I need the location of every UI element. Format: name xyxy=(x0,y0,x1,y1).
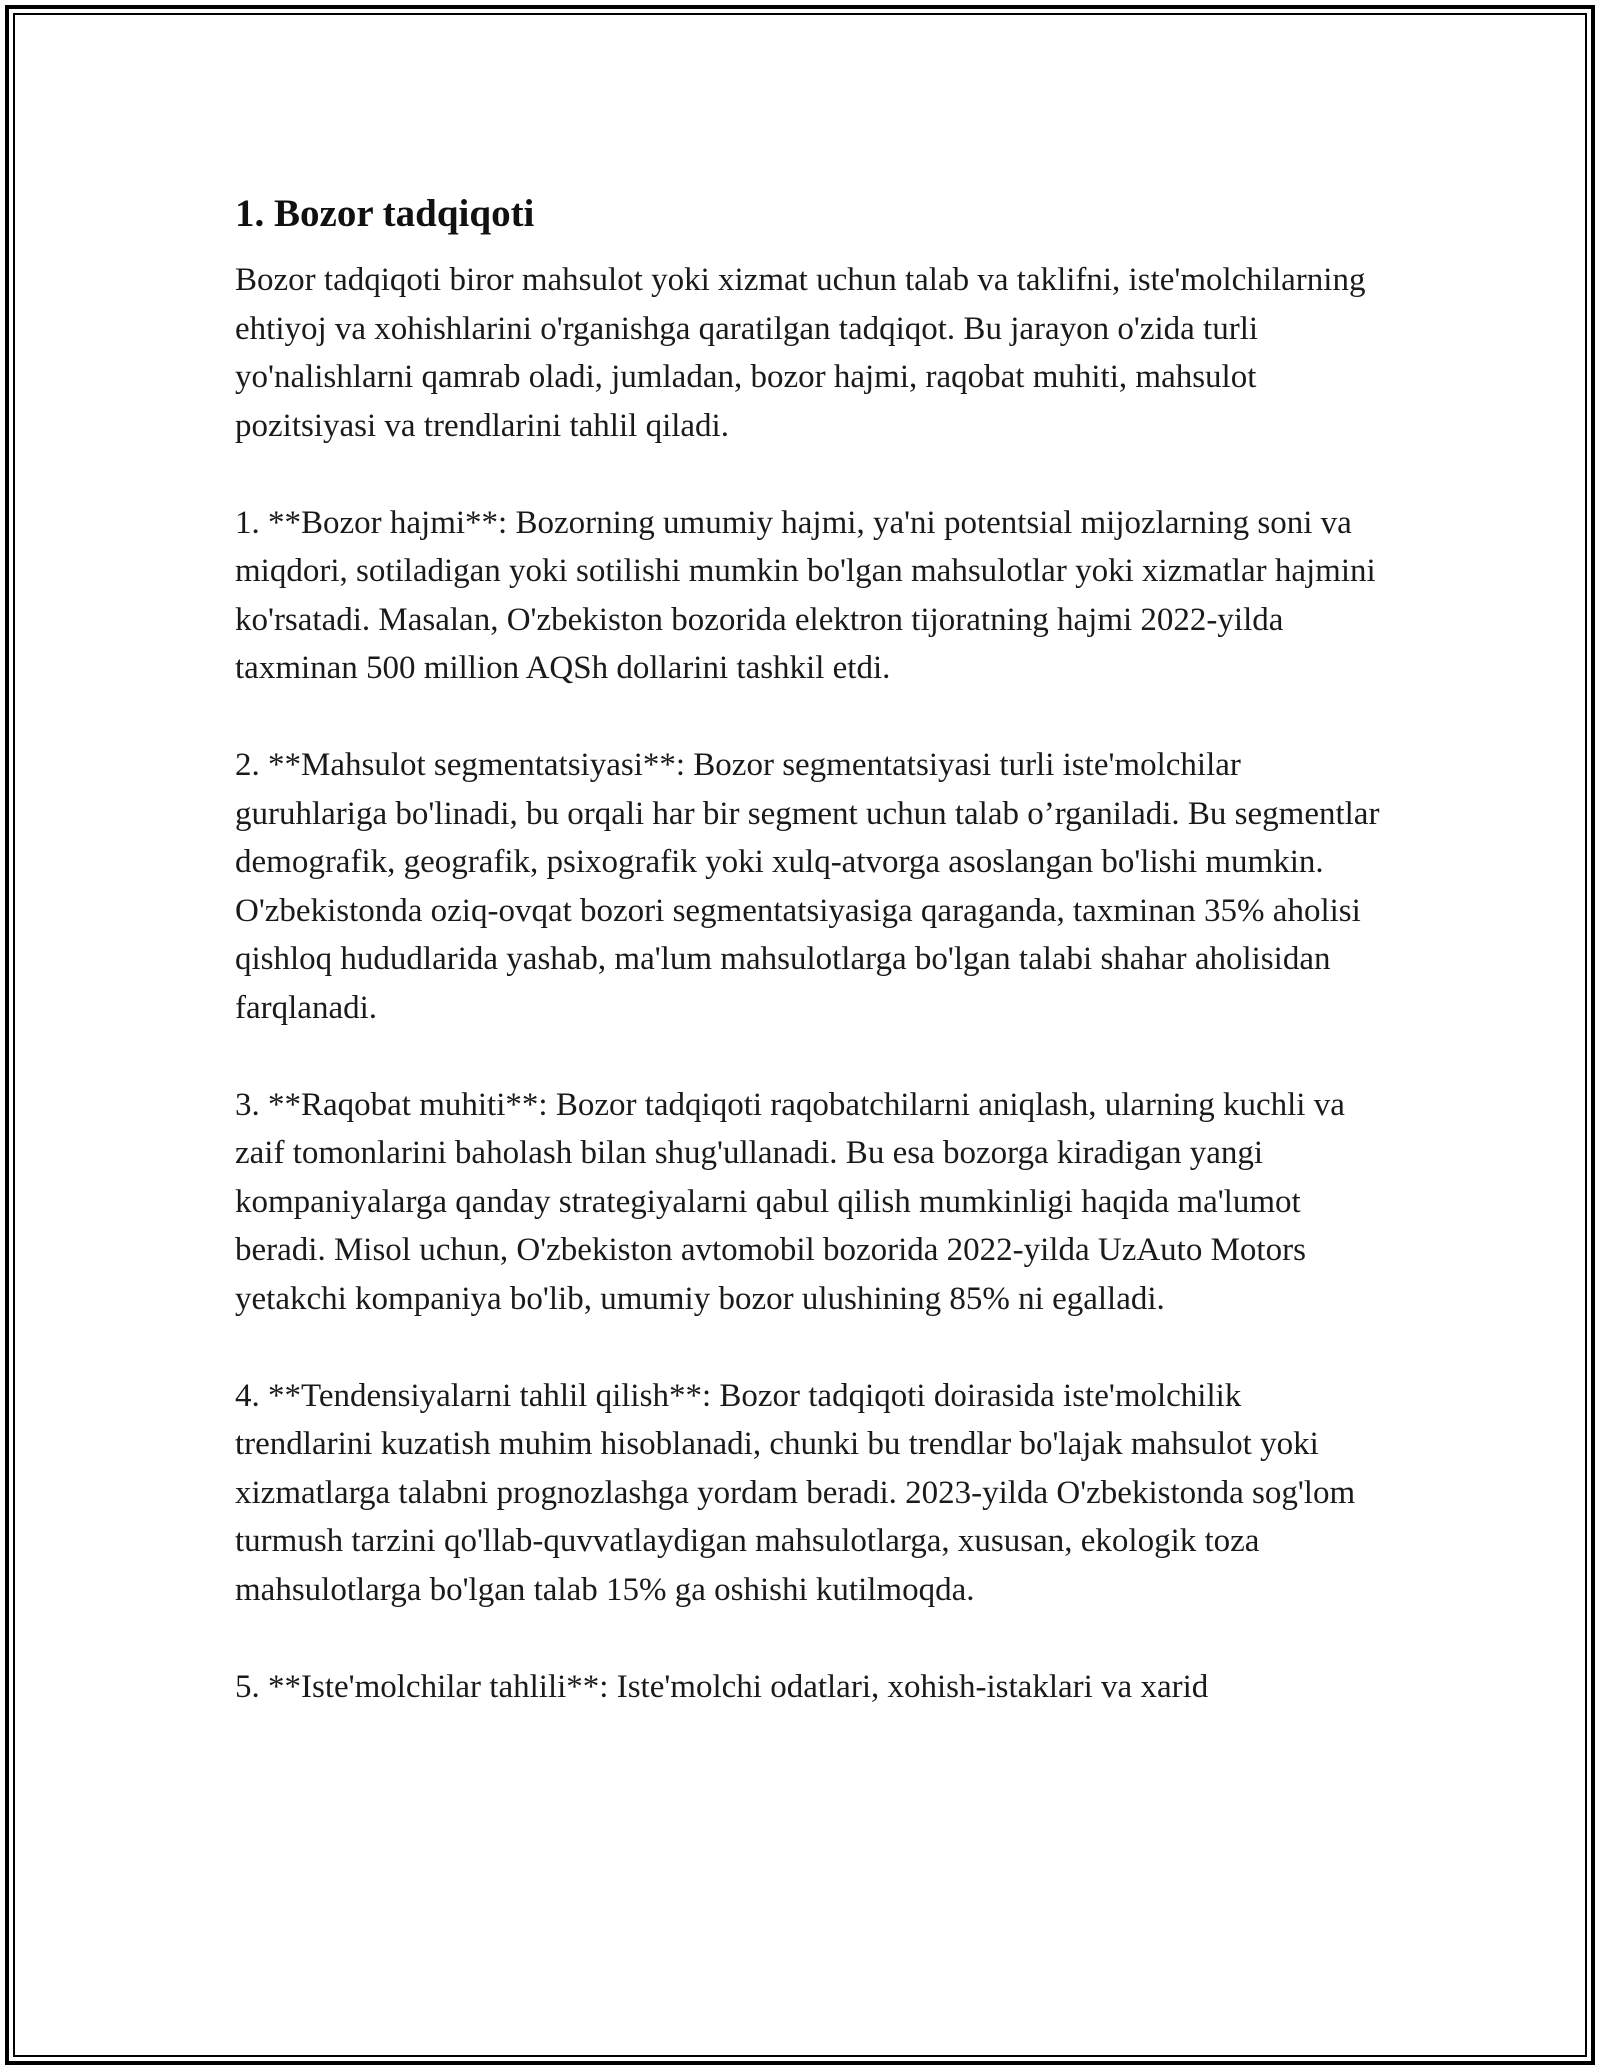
paragraph-bozor-hajmi: 1. **Bozor hajmi**: Bozorning umumiy hajmi, ya'ni potentsial mijozlarning soni va miqdori, sotiladigan yoki sotilishi mumkin bo'lgan mahsulotlar yoki xizmatlar hajmini ko'rsatadi. Masalan, O'zbekiston bozorida elektron tijoratning hajmi 2022-yilda taxminan 500 million AQSh dollarini tashkil etdi. xyxy=(235,504,1376,686)
paragraph-raqobat-muhiti: 3. **Raqobat muhiti**: Bozor tadqiqoti raqobatchilarni aniqlash, ularning kuchli va zaif tomonlarini baholash bilan shug'ullanadi. Bu esa bozorga kiradigan yangi kompaniyalarga qanday strategiyalarni qabul qilish mumkinligi haqida ma'lumot beradi. Misol uchun, O'zbekiston avtomobil bozorida 2022-yilda UzAuto Motors yetakchi kompaniya bo'lib, umumiy bozor ulushining 85% ni egalladi. xyxy=(235,1086,1345,1317)
paragraph-tendensiyalar: 4. **Tendensiyalarni tahlil qilish**: Bozor tadqiqoti doirasida iste'molchilik trendlarini kuzatish muhim hisoblanadi, chunki bu trendlar bo'lajak mahsulot yoki xizmatlarga talabni prognozlashga yordam beradi. 2023-yilda O'zbekistonda sog'lom turmush tarzini qo'llab-quvvatlaydigan mahsulotlarga, xususan, ekologik toza mahsulotlarga bo'lgan talab 15% ga oshishi kutilmoqda. xyxy=(235,1377,1356,1608)
paragraph-mahsulot-segmentatsiyasi: 2. **Mahsulot segmentatsiyasi**: Bozor segmentatsiyasi turli iste'molchilar guruhlariga bo'linadi, bu orqali har bir segment uchun talab o’rganiladi. Bu segmentlar demografik, geografik, psixografik yoki xulq-atvorga asoslangan bo'lishi mumkin. O'zbekistonda oziq-ovqat bozori segmentatsiyasiga qaraganda, taxminan 35% aholisi qishloq hududlarida yashab, ma'lum mahsulotlarga bo'lgan talabi shahar aholisidan farqlanadi. xyxy=(235,747,1380,1026)
document-body xyxy=(235,186,1385,1711)
intro-paragraph: Bozor tadqiqoti biror mahsulot yoki xizmat uchun talab va taklifni, iste'molchilarning ehtiyoj va xohishlarini o'rganishga qaratilgan tadqiqot. Bu jarayon o'zida turli yo'nalishlarni qamrab oladi, jumladan, bozor hajmi, raqobat muhiti, mahsulot pozitsiyasi va trendlarini tahlil qiladi. xyxy=(235,262,1366,444)
paragraph-istemolchilar-tahlili: 5. **Iste'molchilar tahlili**: Iste'molchi odatlari, xohish-istaklari va xarid xyxy=(235,1668,1209,1705)
section-heading: 1. Bozor tadqiqoti xyxy=(235,192,535,235)
